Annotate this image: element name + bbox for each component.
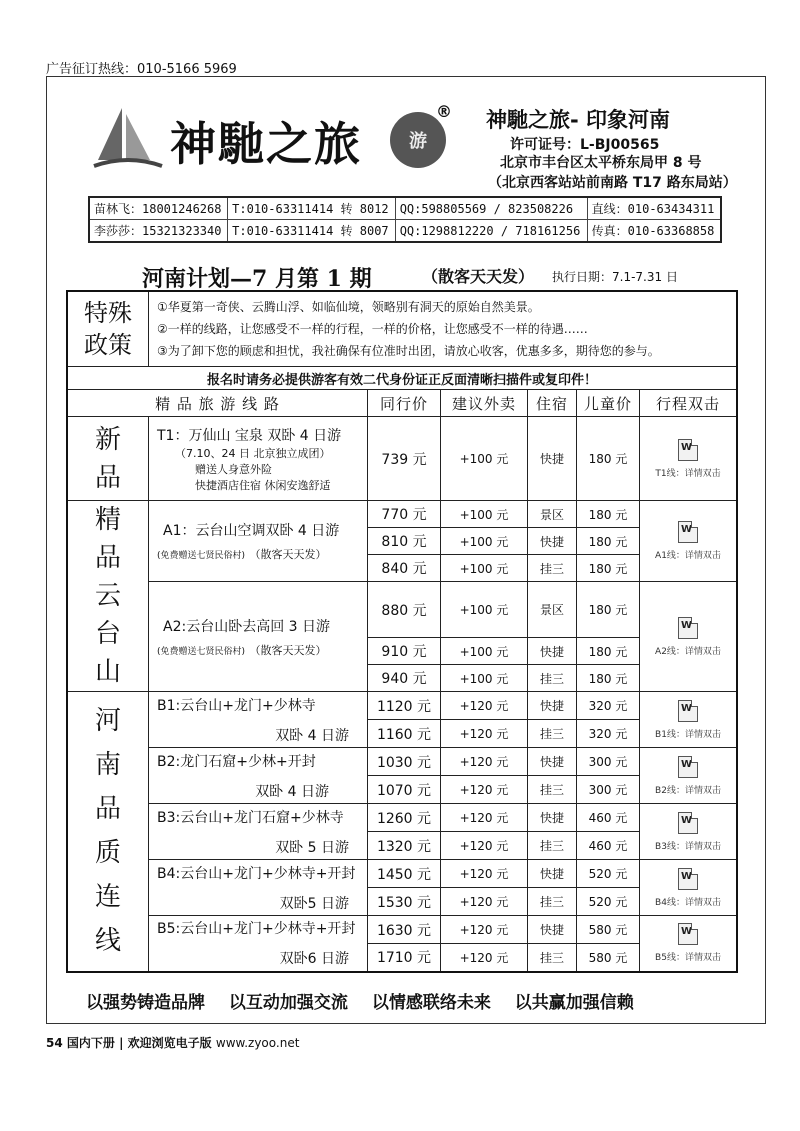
route-price-table — [66, 290, 738, 973]
policy-list — [149, 291, 738, 367]
stay-type: 挂三 — [528, 555, 577, 582]
stay-type: 快捷 — [528, 638, 577, 665]
itinerary-link-b1[interactable] — [640, 692, 738, 748]
route-b4 — [149, 860, 368, 916]
suggest-price: +100 元 — [441, 417, 528, 501]
child-price: 180 元 — [577, 582, 640, 638]
website-link[interactable]: www.zyoo.net — [215, 1036, 300, 1050]
peer-price: 1320 元 — [368, 832, 441, 860]
section-label: 国内下册 — [66, 1036, 115, 1050]
route-a1 — [149, 501, 368, 582]
child-price: 300 元 — [577, 748, 640, 776]
policy-title-line: 特殊 — [84, 299, 132, 327]
col-suggest-price: 建议外卖 — [441, 390, 528, 417]
route-days: 双卧6 日游 — [279, 951, 349, 968]
contact-phone: T:010-63311414 转 8012 — [228, 197, 396, 220]
route-name: A1：云台山空调双卧 4 日游 — [163, 523, 340, 539]
stay-type: 景区 — [528, 582, 577, 638]
route-row-t1 — [67, 417, 737, 501]
route-tag: （散客天天发） — [249, 548, 327, 561]
route-name: B4:云台山+龙门+少林寺+开封 — [157, 865, 356, 882]
contact-phone: T:010-63311414 转 8007 — [228, 220, 396, 243]
route-name: T1：万仙山 宝泉 双卧 4 日游 — [157, 427, 342, 444]
route-days: 双卧5 日游 — [279, 895, 349, 912]
table-header — [67, 390, 737, 417]
slogan: 以强势铸造品牌 以互动加强交流 以情感联络未来 以共赢加强信赖 — [86, 993, 634, 1013]
peer-price: 910 元 — [368, 638, 441, 665]
word-doc-icon — [678, 521, 698, 543]
license-number: 许可证号：L-BJ00565 — [510, 137, 660, 153]
child-price: 180 元 — [577, 528, 640, 555]
price-row — [67, 916, 737, 944]
suggest-price: +120 元 — [441, 860, 528, 888]
policy-item: ③为了卸下您的顾虑和担忧，我社确保有位准时出团，请放心收客，优惠多多，期待您的参与。 — [157, 344, 660, 358]
suggest-price: +100 元 — [441, 638, 528, 665]
child-price: 320 元 — [577, 692, 640, 720]
stay-type: 挂三 — [528, 720, 577, 748]
price-row — [67, 582, 737, 638]
stay-type: 挂三 — [528, 944, 577, 972]
child-price: 580 元 — [577, 944, 640, 972]
plan-title: 河南计划—7 月第 1 期 — [142, 266, 372, 292]
itinerary-link-label: B2线：详情双击 — [655, 785, 721, 796]
contact-qq: QQ:598805569 / 823508226 — [395, 197, 587, 220]
route-tag: （散客天天发） — [249, 643, 327, 657]
stay-type: 挂三 — [528, 665, 577, 692]
contact-row — [89, 197, 721, 220]
peer-price: 1530 元 — [368, 888, 441, 916]
word-doc-icon — [678, 868, 698, 890]
company-name: 神馳之旅- 印象河南 — [486, 108, 671, 132]
stay-type: 景区 — [528, 501, 577, 528]
route-t1 — [149, 417, 368, 501]
section-new: 新 品 — [67, 417, 149, 501]
address-line-2: （北京西客站站前南路 T17 路东局站） — [488, 175, 737, 191]
route-b2 — [149, 748, 368, 804]
page-footer — [46, 1034, 299, 1051]
peer-price: 1260 元 — [368, 804, 441, 832]
route-b3 — [149, 804, 368, 860]
peer-price: 880 元 — [368, 582, 441, 638]
peer-price: 1120 元 — [368, 692, 441, 720]
stay-type: 快捷 — [528, 748, 577, 776]
word-doc-icon — [678, 812, 698, 834]
stay-type: 挂三 — [528, 832, 577, 860]
route-a2 — [149, 582, 368, 692]
stay-type: 快捷 — [528, 417, 577, 501]
plan-tag: （散客天天发） — [422, 267, 535, 286]
price-row — [67, 804, 737, 832]
brand-seal: 游 — [390, 112, 446, 168]
child-price: 180 元 — [577, 555, 640, 582]
itinerary-link-b2[interactable] — [640, 748, 738, 804]
suggest-price: +120 元 — [441, 720, 528, 748]
peer-price: 810 元 — [368, 528, 441, 555]
col-peer-price: 同行价 — [368, 390, 441, 417]
contact-fax: 传真：010-63368858 — [587, 220, 721, 243]
section-henan: 河 南 品 质 连 线 — [67, 692, 149, 972]
suggest-price: +100 元 — [441, 665, 528, 692]
itinerary-link-t1[interactable] — [640, 417, 738, 501]
peer-price: 1630 元 — [368, 916, 441, 944]
child-price: 180 元 — [577, 665, 640, 692]
peer-price: 940 元 — [368, 665, 441, 692]
itinerary-link-b5[interactable] — [640, 916, 738, 972]
route-name: B1:云台山+龙门+少林寺 — [157, 697, 316, 714]
brand-logo-text: 神馳之旅 — [170, 117, 362, 171]
route-days: 双卧 4 日游 — [255, 783, 329, 800]
route-note-line — [157, 546, 359, 562]
policy-title — [67, 291, 149, 367]
contact-table — [88, 196, 722, 243]
policy-item: ①华夏第一奇侠、云腾山浮、如临仙境，领略别有洞天的原始自然美景。 — [157, 300, 540, 314]
peer-price: 1030 元 — [368, 748, 441, 776]
route-note-line — [157, 642, 359, 658]
child-price: 520 元 — [577, 888, 640, 916]
address-line-1: 北京市丰台区太平桥东局甲 8 号 — [500, 155, 702, 171]
itinerary-link-label: A2线：详情双击 — [655, 646, 721, 657]
price-row — [67, 860, 737, 888]
policy-title-line: 政策 — [84, 331, 132, 359]
registered-mark: ® — [436, 102, 452, 121]
route-name: B2:龙门石窟+少林+开封 — [157, 753, 316, 770]
price-row — [67, 748, 737, 776]
word-doc-icon — [678, 617, 698, 639]
suggest-price: +120 元 — [441, 776, 528, 804]
suggest-price: +100 元 — [441, 582, 528, 638]
route-gift: (免费赠送七贤民俗村) — [157, 551, 246, 561]
ad-hotline: 广告征订热线：010-5166 5969 — [46, 62, 237, 77]
itinerary-link-label: T1线：详情双击 — [655, 468, 721, 479]
route-b1 — [149, 692, 368, 748]
suggest-price: +120 元 — [441, 888, 528, 916]
itinerary-link-label: B1线：详情双击 — [655, 729, 721, 740]
word-doc-icon — [678, 923, 698, 945]
contact-name: 李莎莎：15321323340 — [89, 220, 228, 243]
stay-type: 快捷 — [528, 528, 577, 555]
word-doc-icon — [678, 439, 698, 461]
sail-logo-icon — [92, 104, 164, 176]
route-name: B5:云台山+龙门+少林寺+开封 — [157, 921, 356, 938]
word-doc-icon — [678, 756, 698, 778]
route-gift: (免费赠送七贤民俗村) — [157, 646, 246, 657]
child-price: 460 元 — [577, 804, 640, 832]
suggest-price: +100 元 — [441, 528, 528, 555]
peer-price: 1160 元 — [368, 720, 441, 748]
itinerary-link-a2[interactable] — [640, 582, 738, 692]
section-yuntai: 精 品 云 台 山 — [67, 501, 149, 692]
itinerary-link-label: B3线：详情双击 — [655, 841, 721, 852]
child-price: 580 元 — [577, 916, 640, 944]
child-price: 180 元 — [577, 417, 640, 501]
route-note: 赠送人身意外险 — [195, 462, 272, 476]
execution-date: 执行日期：7.1-7.31 日 — [552, 270, 678, 284]
col-route: 精 品 旅 游 线 路 — [67, 390, 368, 417]
itinerary-link-label: B5线：详情双击 — [655, 953, 721, 964]
itinerary-link-label: A1线：详情双击 — [655, 551, 721, 561]
stay-type: 挂三 — [528, 776, 577, 804]
col-stay: 住宿 — [528, 390, 577, 417]
suggest-price: +100 元 — [441, 501, 528, 528]
route-days: 双卧 4 日游 — [275, 727, 349, 744]
price-row — [67, 501, 737, 528]
suggest-price: +120 元 — [441, 804, 528, 832]
route-name: A2:云台山卧去高回 3 日游 — [163, 618, 331, 635]
peer-price: 1710 元 — [368, 944, 441, 972]
notice-row — [67, 367, 737, 390]
stay-type: 挂三 — [528, 888, 577, 916]
child-price: 180 元 — [577, 638, 640, 665]
child-price: 300 元 — [577, 776, 640, 804]
policy-row — [67, 291, 737, 367]
child-price: 320 元 — [577, 720, 640, 748]
itinerary-link-b4[interactable] — [640, 860, 738, 916]
peer-price: 739 元 — [368, 417, 441, 501]
child-price: 460 元 — [577, 832, 640, 860]
price-row — [67, 692, 737, 720]
id-notice: 报名时请务必提供游客有效二代身份证正反面清晰扫描件或复印件！ — [67, 367, 737, 390]
itinerary-link-b3[interactable] — [640, 804, 738, 860]
footer-separator: | — [119, 1036, 124, 1050]
word-doc-icon — [678, 700, 698, 722]
route-name: B3:云台山+龙门石窟+少林寺 — [157, 809, 344, 826]
suggest-price: +120 元 — [441, 748, 528, 776]
itinerary-link-a1[interactable] — [640, 501, 738, 582]
page-number: 54 — [46, 1036, 63, 1050]
contact-direct-line: 直线：010-63434311 — [587, 197, 721, 220]
route-note: 快捷酒店住宿 休闲安逸舒适 — [195, 478, 331, 492]
peer-price: 1450 元 — [368, 860, 441, 888]
route-note: （7.10、24 日 北京独立成团） — [175, 446, 331, 460]
contact-qq: QQ:1298812220 / 718161256 — [395, 220, 587, 243]
col-child-price: 儿童价 — [577, 390, 640, 417]
peer-price: 1070 元 — [368, 776, 441, 804]
contact-name: 苗林飞：18001246268 — [89, 197, 228, 220]
peer-price: 840 元 — [368, 555, 441, 582]
child-price: 180 元 — [577, 501, 640, 528]
stay-type: 快捷 — [528, 804, 577, 832]
route-b5 — [149, 916, 368, 972]
suggest-price: +120 元 — [441, 832, 528, 860]
suggest-price: +100 元 — [441, 555, 528, 582]
peer-price: 770 元 — [368, 501, 441, 528]
promo-text: 欢迎浏览电子版 — [127, 1036, 212, 1050]
suggest-price: +120 元 — [441, 916, 528, 944]
route-days: 双卧 5 日游 — [275, 839, 349, 856]
stay-type: 快捷 — [528, 692, 577, 720]
suggest-price: +120 元 — [441, 692, 528, 720]
contact-row — [89, 220, 721, 243]
child-price: 520 元 — [577, 860, 640, 888]
policy-item: ②一样的线路，让您感受不一样的行程，一样的价格，让您感受不一样的待遇…… — [157, 322, 588, 336]
stay-type: 快捷 — [528, 916, 577, 944]
suggest-price: +120 元 — [441, 944, 528, 972]
itinerary-link-label: B4线：详情双击 — [655, 897, 721, 908]
col-itinerary: 行程双击 — [640, 390, 738, 417]
stay-type: 快捷 — [528, 860, 577, 888]
